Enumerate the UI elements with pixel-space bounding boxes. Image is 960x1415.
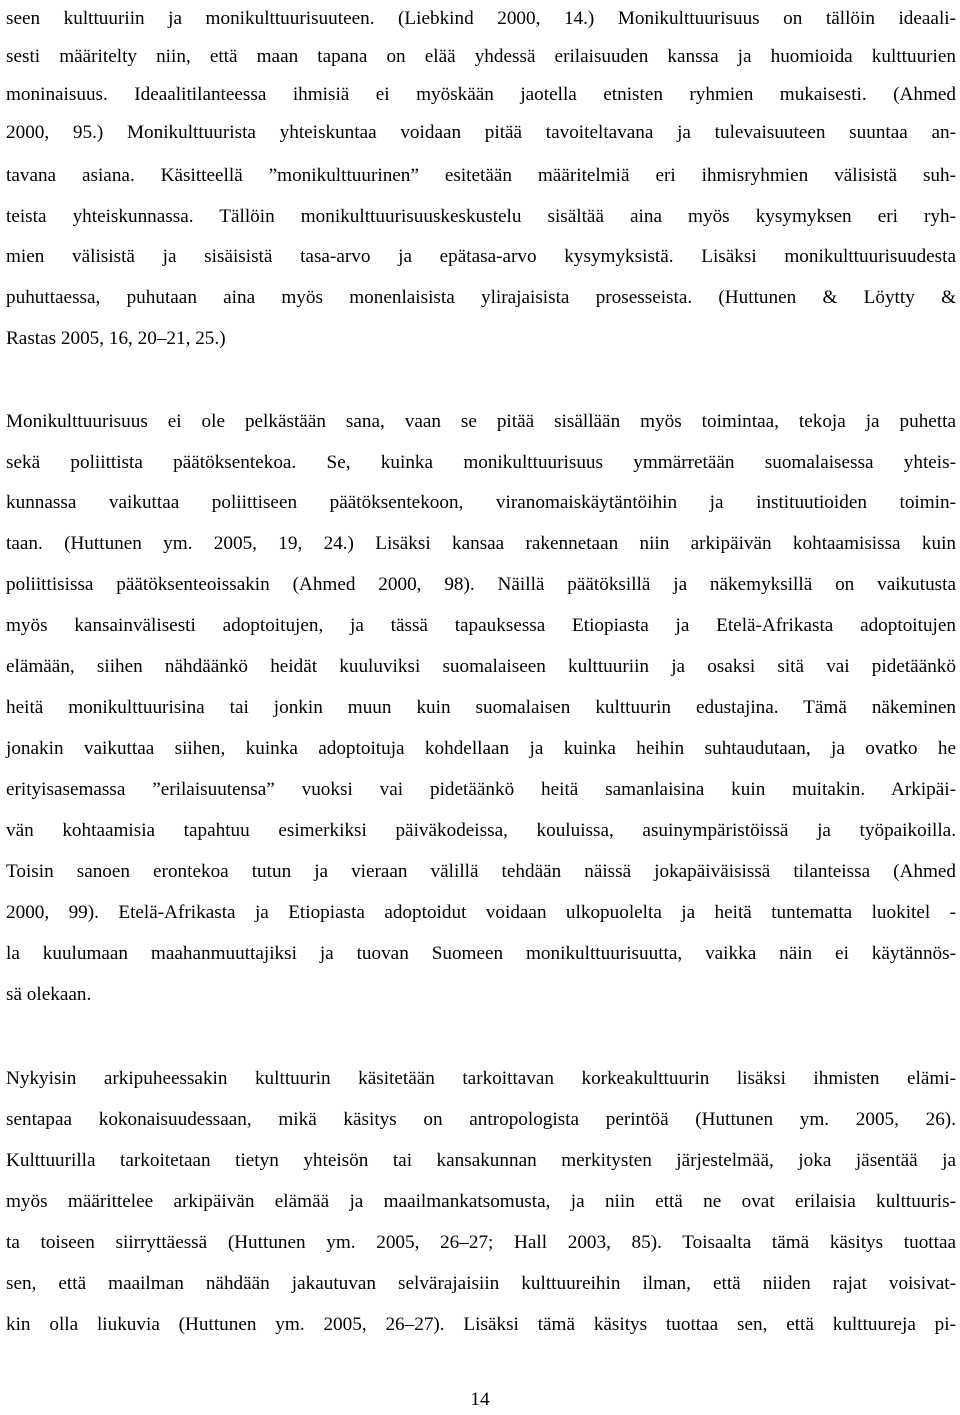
text-line: myös kansainvälisesti adoptoitujen, ja tässä tapauksessa Etiopiasta ja Etelä-Afrikasta adoptoitujen — [6, 615, 956, 636]
text-line: sä olekaan. — [6, 984, 92, 1005]
text-line: Nykyisin arkipuheessakin kulttuurin käsitetään tarkoittavan korkeakulttuurin lisäksi ihmisten elämi- — [6, 1068, 956, 1089]
text-line: kunnassa vaikuttaa poliittiseen päätöksentekoon, viranomaiskäytäntöihin ja instituutioiden toimin- — [6, 492, 956, 513]
text-line: poliittisissa päätöksenteoissakin (Ahmed 2000, 98). Näillä päätöksillä ja näkemyksillä on vaikutusta — [6, 574, 956, 595]
text-line: 2000, 99). Etelä-Afrikasta ja Etiopiasta adoptoidut voidaan ulkopuolelta ja heitä tuntematta luokitel - — [6, 902, 956, 923]
text-line: 2000, 95.) Monikulttuurista yhteiskuntaa voidaan pitää tavoiteltavana ja tulevaisuuteen suuntaa an- — [6, 122, 956, 143]
text-line: jonakin vaikuttaa siihen, kuinka adoptoituja kohdellaan ja kuinka heihin suhtaudutaan, ja ovatko he — [6, 738, 956, 759]
text-line: seen kulttuuriin ja monikulttuurisuuteen. (Liebkind 2000, 14.) Monikulttuurisuus on tällöin ideaali- — [6, 8, 956, 29]
text-line: sen, että maailman nähdään jakautuvan selvärajaisiin kulttuureihin ilman, että niiden rajat voisivat- — [6, 1273, 956, 1294]
text-line: elämään, siihen nähdäänkö heidät kuuluviksi suomalaiseen kulttuuriin ja osaksi sitä vai pidetäänkö — [6, 656, 956, 677]
text-line: heitä monikulttuurisina tai jonkin muun kuin suomalaisen kulttuurin edustajina. Tämä näkeminen — [6, 697, 956, 718]
text-line: mien välisistä ja sisäisistä tasa-arvo ja epätasa-arvo kysymyksistä. Lisäksi monikulttuurisuudesta — [6, 246, 956, 267]
text-line: myös määrittelee arkipäivän elämää ja maailmankatsomusta, ja niin että ne ovat erilaisia kulttuuris- — [6, 1191, 956, 1212]
text-line: kin olla liukuvia (Huttunen ym. 2005, 26–27). Lisäksi tämä käsitys tuottaa sen, että kulttuureja pi- — [6, 1314, 956, 1335]
text-line: ta toiseen siirryttäessä (Huttunen ym. 2005, 26–27; Hall 2003, 85). Toisaalta tämä käsitys tuottaa — [6, 1232, 956, 1253]
text-line: sekä poliittista päätöksentekoa. Se, kuinka monikulttuurisuus ymmärretään suomalaisessa yhteis- — [6, 452, 956, 473]
text-line: la kuulumaan maahanmuuttajiksi ja tuovan Suomeen monikulttuurisuutta, vaikka näin ei käytännös- — [6, 943, 956, 964]
text-line: Toisin sanoen erontekoa tutun ja vieraan välillä tehdään näissä jokapäiväisissä tilanteissa (Ahmed — [6, 861, 956, 882]
text-line: vän kohtaamisia tapahtuu esimerkiksi päiväkodeissa, kouluissa, asuinympäristöissä ja työpaikoilla. — [6, 820, 956, 841]
text-line: tavana asiana. Käsitteellä ”monikulttuurinen” esitetään määritelmiä eri ihmisryhmien välisistä suh- — [6, 165, 956, 186]
text-line: taan. (Huttunen ym. 2005, 19, 24.) Lisäksi kansaa rakennetaan niin arkipäivän kohtaamisissa kuin — [6, 533, 956, 554]
text-line: Rastas 2005, 16, 20–21, 25.) — [6, 328, 226, 349]
text-line: moninaisuus. Ideaalitilanteessa ihmisiä ei myöskään jaotella etnisten ryhmien mukaisesti. (Ahmed — [6, 84, 956, 105]
text-line: erityisasemassa ”erilaisuutensa” vuoksi vai pidetäänkö heitä samanlaisina kuin muitakin. Arkipäi- — [6, 779, 956, 800]
page-number: 14 — [470, 1389, 490, 1410]
text-line: sentapaa kokonaisuudessaan, mikä käsitys on antropologista perintöä (Huttunen ym. 2005, 26). — [6, 1109, 956, 1130]
text-line: teista yhteiskunnassa. Tällöin monikulttuurisuuskeskustelu sisältää aina myös kysymyksen eri ryh- — [6, 206, 956, 227]
text-line: Monikulttuurisuus ei ole pelkästään sana, vaan se pitää sisällään myös toimintaa, tekoja ja puhetta — [6, 411, 956, 432]
text-line: puhuttaessa, puhutaan aina myös monenlaisista ylirajaisista prosesseista. (Huttunen & Löytty & — [6, 287, 956, 308]
text-line: sesti määritelty niin, että maan tapana on elää yhdessä erilaisuuden kanssa ja huomioida kulttuurien — [6, 46, 956, 67]
text-line: Kulttuurilla tarkoitetaan tietyn yhteisön tai kansakunnan merkitysten järjestelmää, joka jäsentää ja — [6, 1150, 956, 1171]
